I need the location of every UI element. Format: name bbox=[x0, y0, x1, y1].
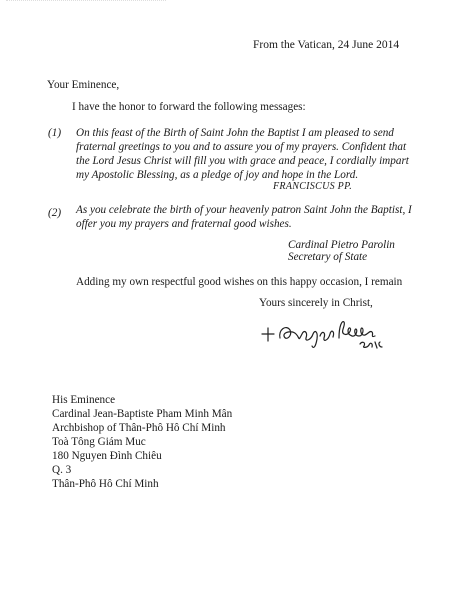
address-line: Q. 3 bbox=[52, 464, 72, 476]
intro-sentence: I have the honor to forward the following messages: bbox=[72, 101, 306, 113]
message-1-body bbox=[76, 126, 409, 182]
message-1-line: the Lord Jesus Christ will fill you with grace and peace, I cordially impart bbox=[76, 155, 409, 167]
message-number-2: (2) bbox=[48, 207, 62, 219]
address-line: His Eminence bbox=[52, 394, 116, 406]
message-2-line: As you celebrate the birth of your heavenly patron Saint John the Baptist, I bbox=[76, 204, 412, 216]
address-line: Toà Tông Giám Muc bbox=[52, 436, 146, 448]
faint-letterhead-trace bbox=[6, 0, 166, 5]
message-1-line: my Apostolic Blessing, as a pledge of joy and hope in the Lord. bbox=[76, 169, 359, 181]
salutation: Your Eminence, bbox=[47, 79, 120, 91]
handwritten-signature bbox=[256, 312, 386, 354]
date-line: From the Vatican, 24 June 2014 bbox=[253, 39, 400, 51]
address-line: Cardinal Jean-Baptiste Pham Minh Mân bbox=[52, 408, 233, 420]
closing-sentence: Adding my own respectful good wishes on this happy occasion, I remain bbox=[76, 276, 403, 288]
cardinal-signatory-name: Cardinal Pietro Parolin bbox=[288, 239, 395, 251]
message-number-1: (1) bbox=[48, 127, 62, 139]
address-line: Archbishop of Thân-Phô Hô Chí Minh bbox=[52, 422, 226, 434]
papal-signatory: FRANCISCUS PP. bbox=[273, 181, 353, 192]
cardinal-signatory-title: Secretary of State bbox=[288, 251, 368, 263]
message-2-body bbox=[76, 203, 412, 231]
address-line: Thân-Phô Hô Chí Minh bbox=[52, 478, 159, 490]
message-1-line: On this feast of the Birth of Saint John the Baptist I am pleased to send bbox=[76, 127, 394, 139]
message-2-line: offer you my prayers and fraternal good wishes. bbox=[76, 218, 292, 230]
message-1-line: fraternal greetings to you and to assure you of my prayers. Confident that bbox=[76, 141, 407, 153]
address-line: 180 Nguyen Đình Chiêu bbox=[52, 450, 162, 462]
valediction: Yours sincerely in Christ, bbox=[259, 297, 373, 309]
